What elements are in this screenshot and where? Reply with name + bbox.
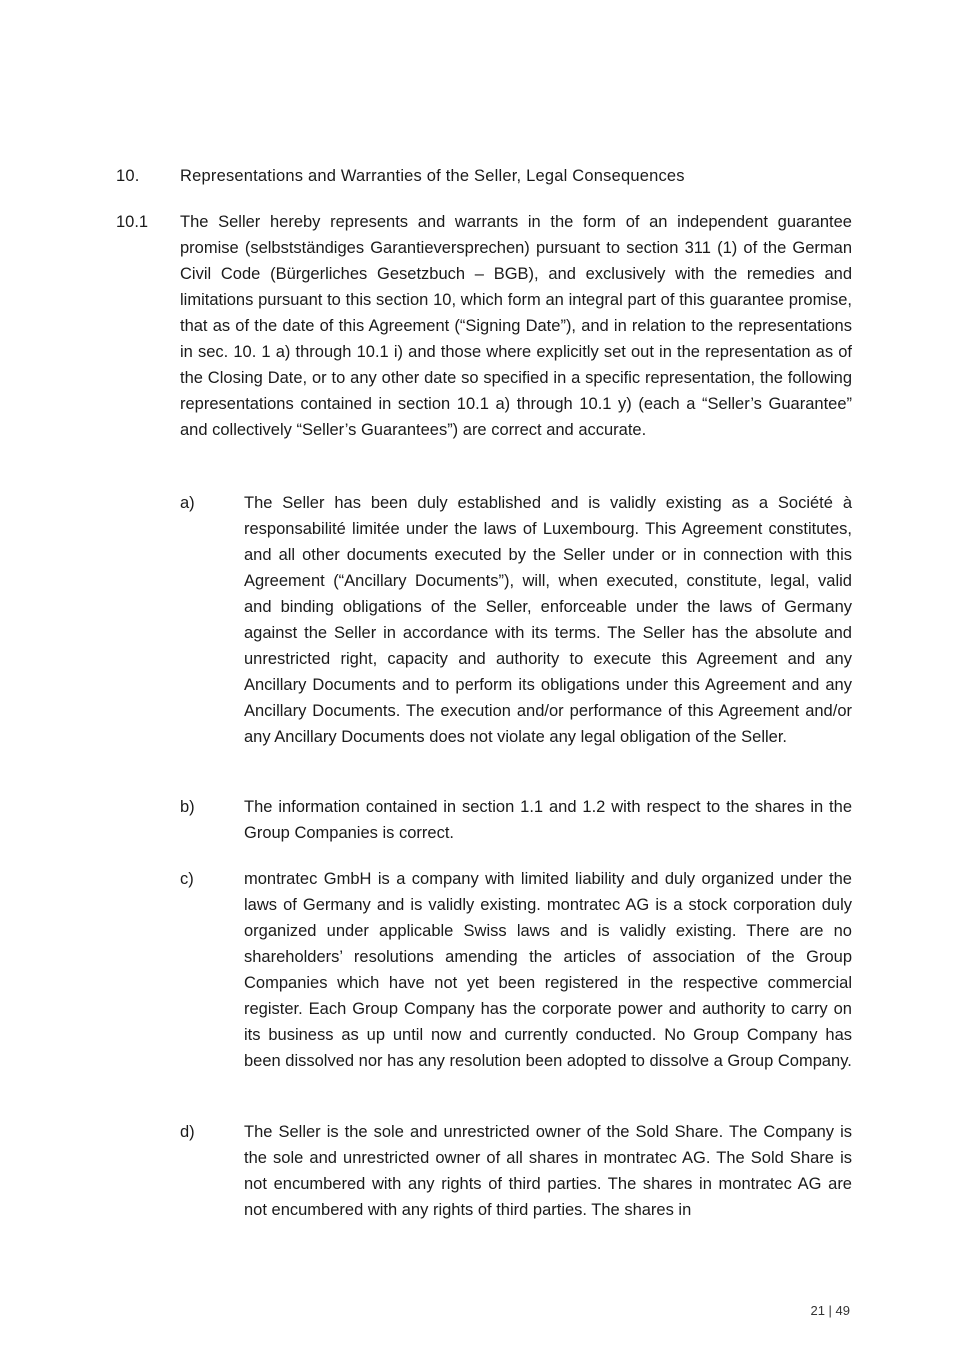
list-item-a: [180, 490, 852, 750]
list-item-d: [180, 1119, 852, 1223]
page-number: 21 | 49: [810, 1303, 850, 1318]
item-text: The Seller is the sole and unrestricted owner of the Sold Share. The Company is the sole and unrestricted owner of all shares in montratec AG. The Sold Share is not encumbered with any rights of third parties. The shares in montratec AG are not encumbered with any rights of third parties. The shares in: [244, 1123, 852, 1219]
item-label: a): [180, 494, 195, 512]
item-label: b): [180, 798, 195, 816]
clause-number: 10.1: [116, 213, 149, 231]
item-text: The information contained in section 1.1 and 1.2 with respect to the shares in the Group Companies is correct.: [244, 798, 852, 842]
clause-text: The Seller hereby represents and warrants in the form of an independent guarantee promise (selbstständiges Garantieversprechen) pursuant to section 311 (1) of the German Civil Code (Bürgerliches Gesetzbuch – BGB), and exclusively with the remedies and limitations pursuant to this section 10, which form an integral part of this guarantee promise, that as of the date of this Agreement (“Signing Date”), and in relation to the representations in sec. 10. 1 a) through 10.1 i) and those where explicitly set out in the representation as of the Closing Date, or to any other date so specified in a specific representation, the following representations contained in section 10.1 a) through 10.1 y) (each a “Seller’s Guarantee” and collectively “Seller’s Guarantees”) are correct and accurate.: [180, 213, 852, 439]
clause-10-1: [116, 209, 852, 443]
list-item-b: [180, 794, 852, 846]
list-item-c: [180, 866, 852, 1074]
item-label: d): [180, 1123, 195, 1141]
item-text: montratec GmbH is a company with limited liability and duly organized under the laws of Germany and is validly existing. montratec AG is a stock corporation duly organized under applicable Swiss laws and is validly existing. There are no shareholders’ resolutions amending the articles of association of the Group Companies which have not yet been registered in the respective commercial register. Each Group Company has the corporate power and authority to carry on its business as up until now and currently conducted. No Group Company has been dissolved nor has any resolution been adopted to dissolve a Group Company.: [244, 870, 852, 1070]
item-text: The Seller has been duly established and is validly existing as a Société à responsabilité limitée under the laws of Luxembourg. This Agreement constitutes, and all other documents executed by the Seller under or in connection with this Agreement (“Ancillary Documents”), will, when executed, constitute, legal, valid and binding obligations of the Seller, enforceable under the laws of Germany against the Seller in accordance with its terms. The Seller has the absolute and unrestricted right, capacity and authority to execute this Agreement and any Ancillary Documents and to perform its obligations under this Agreement and any Ancillary Documents. The execution and/or performance of this Agreement and/or any Ancillary Documents does not violate any legal obligation of the Seller.: [244, 494, 852, 746]
item-label: c): [180, 870, 194, 888]
section-title: Representations and Warranties of the Seller, Legal Consequences: [180, 167, 685, 185]
section-number: 10.: [116, 167, 140, 185]
